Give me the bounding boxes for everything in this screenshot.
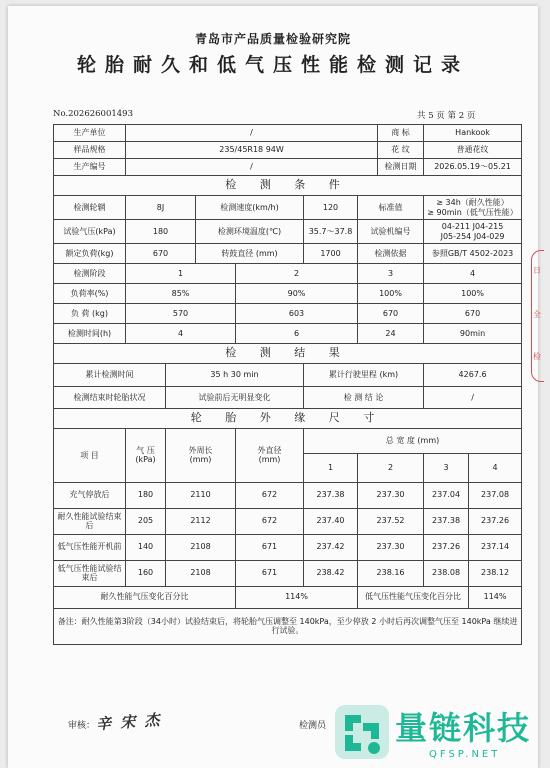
table-row	[54, 482, 522, 508]
low-change-label: 低气压性能气压变化百分比	[358, 586, 469, 608]
remarks: 备注：耐久性能第3阶段（34小时）试验结束后，将轮胎气压调整至 140kPa，至少停放 2 小时后再次调整气压至 140kPa 继续进行试验。	[54, 608, 522, 644]
record-number: No.202626001493	[53, 109, 134, 119]
page-indicator: 共 5 页 第 2 页	[417, 111, 476, 121]
circ-header: 外周长 (mm)	[166, 429, 236, 483]
cum-dist-label: 累计行驶里程 (km)	[304, 364, 424, 387]
rate-cell: 90%	[236, 284, 358, 304]
pattern-value: 普通花纹	[424, 142, 522, 159]
rim-label: 检测轮辋	[54, 196, 126, 220]
dim-width: 237.38	[304, 482, 358, 508]
dim-row-name: 低气压性能开机前	[54, 534, 126, 560]
logo-text: 量链科技	[395, 709, 532, 747]
dim-width: 238.42	[304, 560, 358, 586]
dim-circ: 2112	[166, 508, 236, 534]
width-col-3: 3	[424, 454, 469, 483]
std-value-line-2: ≥ 90min（低气压性能）	[427, 207, 518, 217]
pressure-value: 180	[126, 220, 196, 244]
date-value: 2026.05.19～05.21	[424, 159, 522, 176]
spec-value: 235/45R18 94W	[126, 142, 378, 159]
dim-pressure: 160	[126, 560, 166, 586]
pressure-change-row	[54, 586, 522, 608]
red-stamp-edge: 日 全 检	[531, 250, 544, 382]
stage-cell: 1	[126, 264, 236, 284]
dim-width: 237.52	[358, 508, 424, 534]
drum-value: 1700	[304, 244, 358, 264]
conditions-section-title: 检 测 条 件	[54, 176, 522, 196]
loadkg-label: 负 荷 (kg)	[54, 304, 126, 324]
item-header: 项 目	[54, 429, 126, 483]
dim-circ: 2108	[166, 534, 236, 560]
cum-time-label: 累计检测时间	[54, 364, 166, 387]
results-section-title: 检 测 结 果	[54, 344, 522, 364]
status-value: 试验前后无明显变化	[166, 387, 304, 409]
organization-name: 青岛市产品质量检验研究院	[194, 32, 351, 46]
trademark-label: 商 标	[378, 125, 424, 142]
conclusion-value: /	[424, 387, 522, 409]
dim-od: 671	[236, 534, 304, 560]
drum-label: 转鼓直径 (mm)	[196, 244, 304, 264]
dim-width: 237.14	[469, 534, 522, 560]
rim-value: 8J	[126, 196, 196, 220]
date-label: 检测日期	[378, 159, 424, 176]
dur-change-label: 耐久性能气压变化百分比	[54, 586, 236, 608]
od-header: 外直径 (mm)	[236, 429, 304, 483]
dur-change-value: 114%	[236, 586, 358, 608]
stage-label: 检测阶段	[54, 264, 126, 284]
loadkg-cell: 570	[126, 304, 236, 324]
dim-width: 237.40	[304, 508, 358, 534]
dim-circ: 2110	[166, 482, 236, 508]
results-row-2	[54, 387, 522, 409]
temp-label: 检测环境温度(℃)	[196, 220, 304, 244]
conditions-row-1	[54, 196, 522, 220]
reviewer-signature: 辛 宋 杰	[95, 710, 163, 734]
stage-row	[54, 264, 522, 284]
dim-width: 238.08	[424, 560, 469, 586]
basis-label: 检测依据	[358, 244, 424, 264]
trademark-value: Hankook	[424, 125, 522, 142]
dim-width: 237.30	[358, 534, 424, 560]
loadkg-cell: 670	[358, 304, 424, 324]
std-label: 标准值	[358, 196, 424, 220]
dim-pressure: 205	[126, 508, 166, 534]
dim-pressure: 180	[126, 482, 166, 508]
dim-width: 237.04	[424, 482, 469, 508]
time-label: 检测时间(h)	[54, 324, 126, 344]
dim-width: 238.12	[469, 560, 522, 586]
results-row-1	[54, 364, 522, 387]
spec-label: 样品规格	[54, 142, 126, 159]
prodno-value: /	[126, 159, 378, 176]
width-col-1: 1	[304, 454, 358, 483]
machine-value-line-2: J05-254 J04-029	[440, 231, 505, 241]
rate-cell: 85%	[126, 284, 236, 304]
dim-width: 237.42	[304, 534, 358, 560]
producer-value: /	[126, 125, 378, 142]
watermark-logo	[333, 701, 545, 765]
dim-pressure: 140	[126, 534, 166, 560]
dim-row-name: 低气压性能试验结束后	[54, 560, 126, 586]
time-row	[54, 324, 522, 344]
time-cell: 90min	[424, 324, 522, 344]
rate-cell: 100%	[358, 284, 424, 304]
width-header: 总 宽 度 (mm)	[304, 429, 522, 454]
width-col-2: 2	[358, 454, 424, 483]
producer-label: 生产单位	[54, 125, 126, 142]
temp-value: 35.7～37.8	[304, 220, 358, 244]
dims-section-title: 轮 胎 外 缘 尺 寸	[54, 409, 522, 429]
pressure-label: 试验气压(kPa)	[54, 220, 126, 244]
loadkg-cell: 670	[424, 304, 522, 324]
cum-time-value: 35 h 30 min	[166, 364, 304, 387]
tester-label: 检测员	[299, 721, 327, 731]
time-cell: 6	[236, 324, 358, 344]
dim-circ: 2108	[166, 560, 236, 586]
rate-cell: 100%	[424, 284, 522, 304]
pattern-label: 花 纹	[378, 142, 424, 159]
load-value: 670	[126, 244, 196, 264]
prodno-label: 生产编号	[54, 159, 126, 176]
logo-icon	[333, 703, 391, 763]
stage-cell: 3	[358, 264, 424, 284]
info-row-spec	[54, 142, 522, 159]
stage-cell: 4	[424, 264, 522, 284]
status-label: 检测结束时轮胎状况	[54, 387, 166, 409]
speed-label: 检测速度(km/h)	[196, 196, 304, 220]
pressure-header: 气 压 (kPa)	[126, 429, 166, 483]
rate-row	[54, 284, 522, 304]
conclusion-label: 检 测 结 论	[304, 387, 424, 409]
document-title: 轮胎耐久和低气压性能检测记录	[76, 54, 469, 76]
load-label: 额定负荷(kg)	[54, 244, 126, 264]
speed-value: 120	[304, 196, 358, 220]
table-row	[54, 560, 522, 586]
info-row-producer	[54, 125, 522, 142]
rate-label: 负荷率(%)	[54, 284, 126, 304]
low-change-value: 114%	[469, 586, 522, 608]
reviewer-label: 审核：	[68, 721, 96, 731]
loadkg-cell: 603	[236, 304, 358, 324]
dim-row-name: 充气停放后	[54, 482, 126, 508]
time-cell: 24	[358, 324, 424, 344]
dim-od: 672	[236, 508, 304, 534]
loadkg-row	[54, 304, 522, 324]
dim-width: 237.38	[424, 508, 469, 534]
dim-od: 671	[236, 560, 304, 586]
dim-width: 237.26	[424, 534, 469, 560]
width-col-4: 4	[469, 454, 522, 483]
info-row-prodno	[54, 159, 522, 176]
table-row	[54, 534, 522, 560]
machine-value	[424, 220, 522, 244]
conditions-row-2	[54, 220, 522, 244]
dim-width: 238.16	[358, 560, 424, 586]
machine-label: 试验机编号	[358, 220, 424, 244]
std-value	[424, 196, 522, 220]
cum-dist-value: 4267.6	[424, 364, 522, 387]
dim-width: 237.08	[469, 482, 522, 508]
logo-url: QFSP.NET	[429, 749, 501, 760]
dim-od: 672	[236, 482, 304, 508]
basis-value: 参照GB/T 4502-2023	[424, 244, 522, 264]
conditions-row-3	[54, 244, 522, 264]
machine-value-line-1: 04-211 J04-215	[441, 222, 504, 232]
std-value-line-1: ≥ 34h（耐久性能）	[436, 198, 509, 208]
time-cell: 4	[126, 324, 236, 344]
record-table	[53, 124, 522, 645]
dim-row-name: 耐久性能试验结束后	[54, 508, 126, 534]
dim-width: 237.26	[469, 508, 522, 534]
table-row	[54, 508, 522, 534]
dims-header-row	[54, 429, 522, 454]
dim-width: 237.30	[358, 482, 424, 508]
stage-cell: 2	[236, 264, 358, 284]
